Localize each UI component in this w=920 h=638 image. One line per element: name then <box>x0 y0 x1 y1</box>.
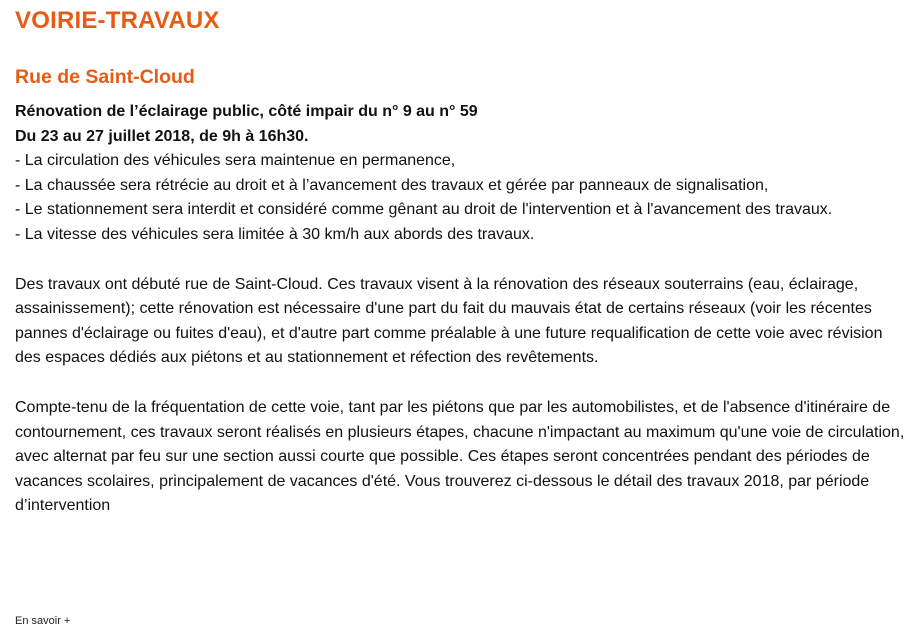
article-lead <box>15 100 905 149</box>
paragraph-spacer <box>15 248 905 273</box>
measure-item-traffic: - La circulation des véhicules sera maintenue en permanence, <box>15 152 456 170</box>
paragraph-context: Des travaux ont débuté rue de Saint-Cloud. Ces travaux visent à la rénovation des réseaux souterrains (eau, éclairage, assainissement); cette rénovation est nécessaire d'une part du fait du mauvais état de certains réseaux (voir les récentes pannes d'éclairage ou fuites d'eau), et d'autre part comme préalable à une future requalification de cette voie avec révision des espaces dédiés aux piétons et au stationnement et réfection des revêtements. <box>15 275 883 367</box>
paragraph-spacer <box>15 371 905 396</box>
measure-item-roadway: - La chaussée sera rétrécie au droit et à l’avancement des travaux et gérée par panneaux de signalisation, <box>15 176 769 194</box>
article-subtitle: Rue de Saint-Cloud <box>15 66 195 88</box>
lead-line-dates: Du 23 au 27 juillet 2018, de 9h à 16h30. <box>15 127 309 145</box>
read-more-link[interactable]: En savoir + <box>15 615 71 627</box>
section-title: VOIRIE-TRAVAUX <box>15 7 220 34</box>
measure-item-speed: - La vitesse des véhicules sera limitée à 30 km/h aux abords des travaux. <box>15 225 535 243</box>
article-body <box>15 100 905 519</box>
measure-item-parking: - Le stationnement sera interdit et considéré comme gênant au droit de l'intervention et à l'avancement des travaux. <box>15 201 833 219</box>
paragraph-phasing: Compte-tenu de la fréquentation de cette voie, tant par les piétons que par les automobilistes, et de l'absence d'itinéraire de contournement, ces travaux seront réalisés en plusieurs étapes, chacune n'impactant au maximum qu'une voie de circulation, avec alternat par feu sur une section aussi courte que possible. Ces étapes seront concentrées pendant des périodes de vacances scolaires, principalement de vacances d'été. Vous trouverez ci-dessous le détail des travaux 2018, par période d’intervention <box>15 398 905 515</box>
measures-list <box>15 149 905 247</box>
lead-line-location: Rénovation de l’éclairage public, côté impair du n° 9 au n° 59 <box>15 103 478 120</box>
